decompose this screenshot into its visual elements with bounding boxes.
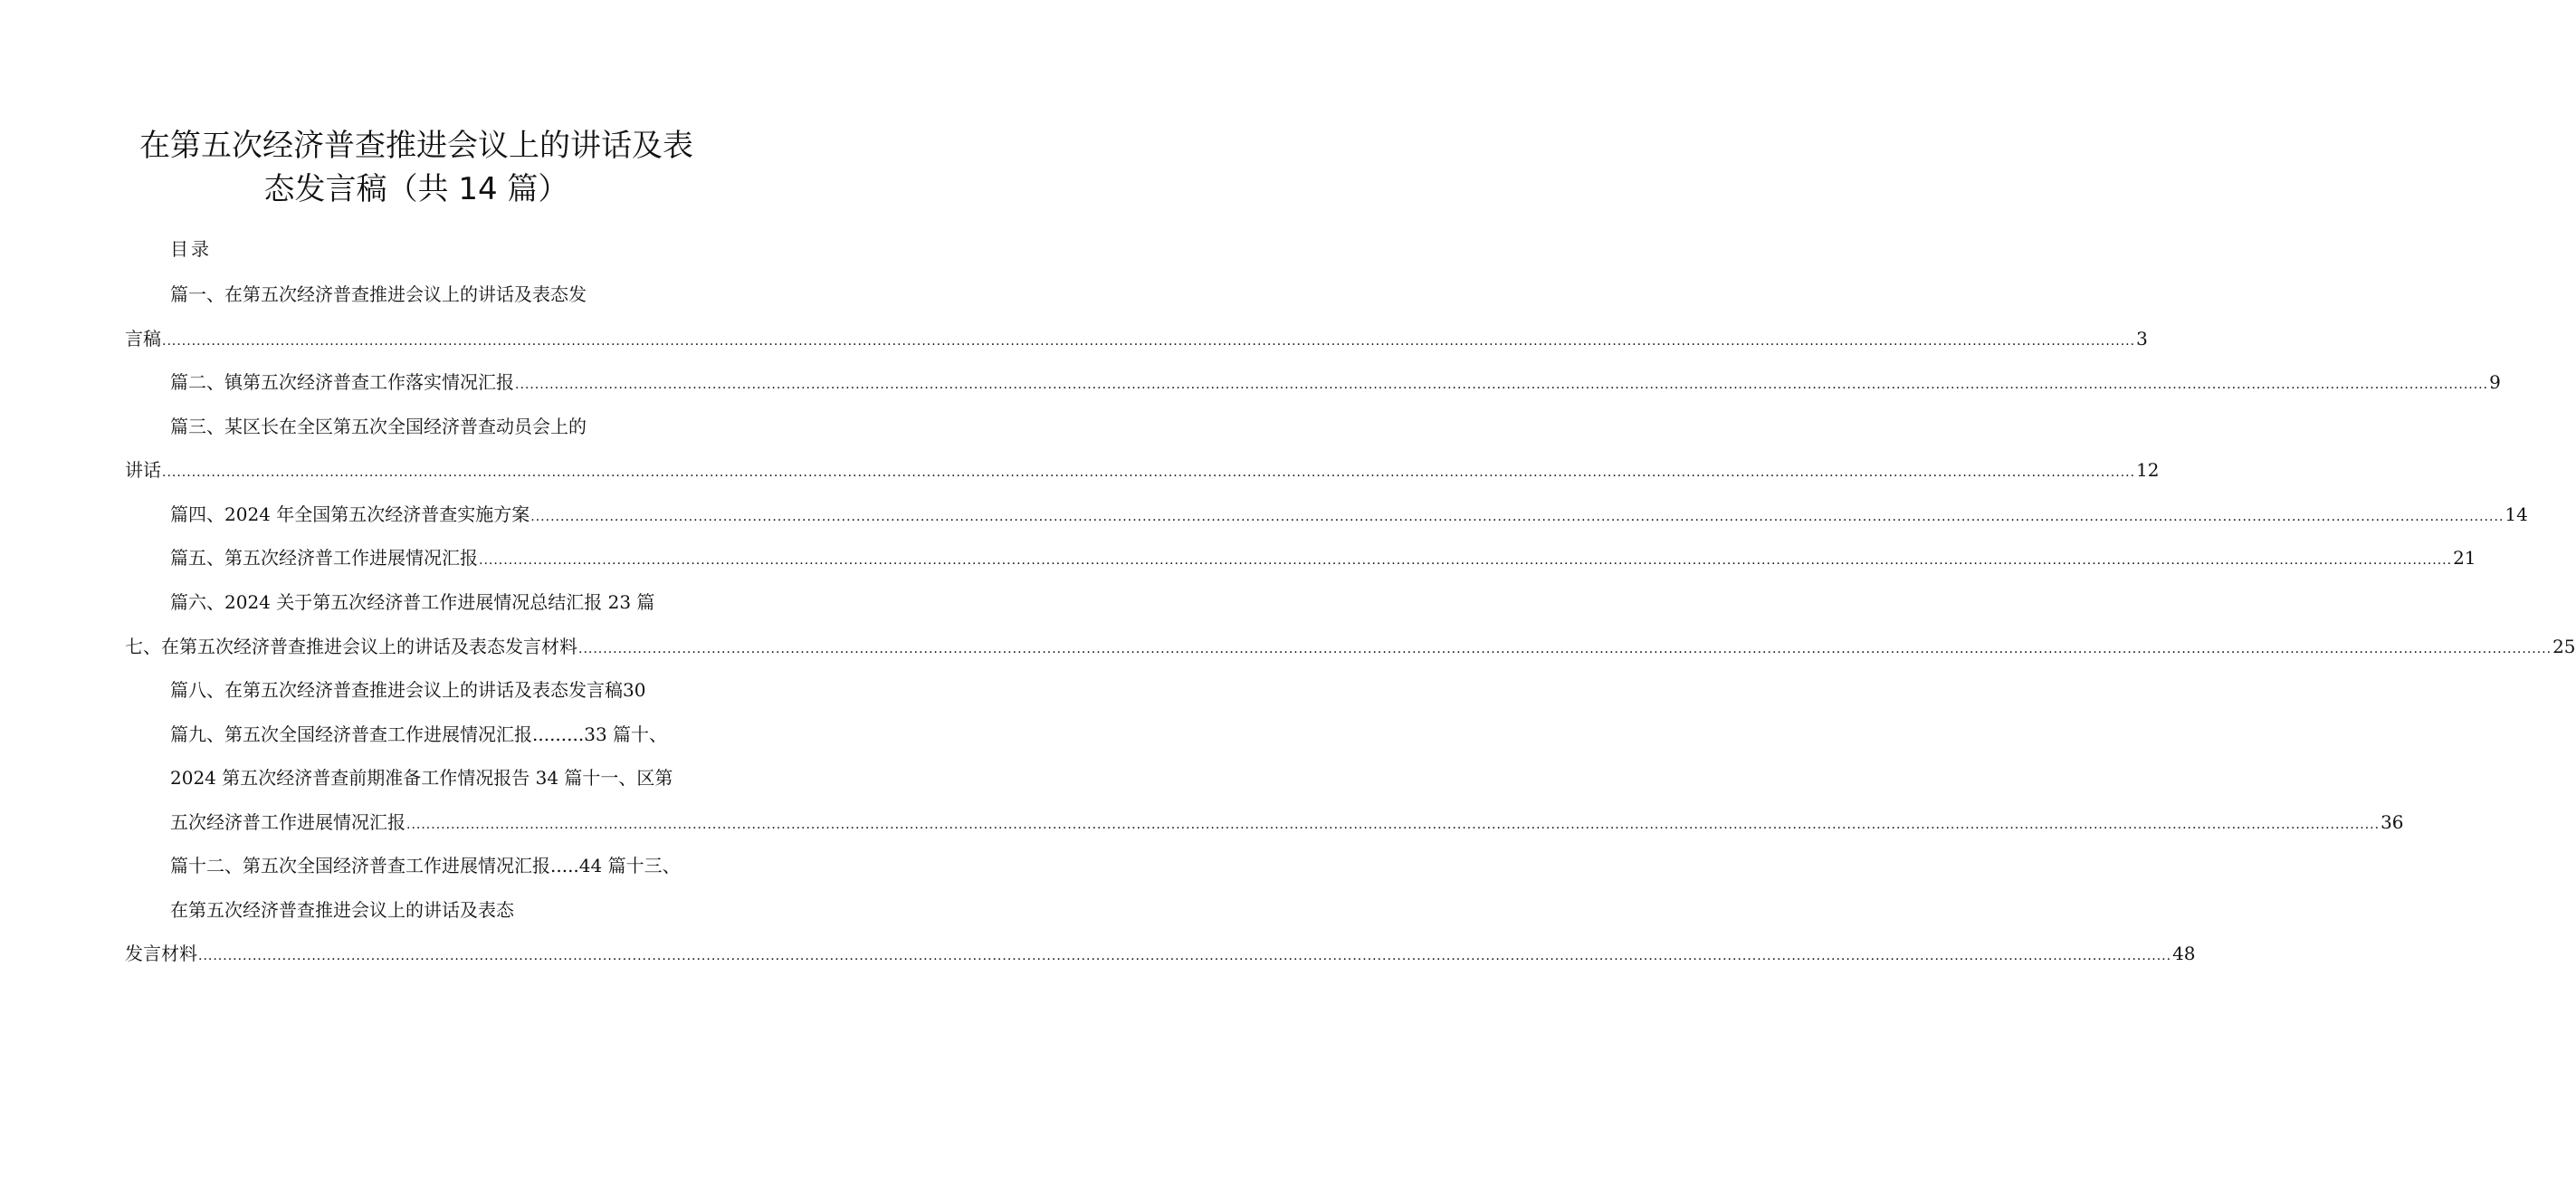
toc-leader-dots: ................................................................................................................................................................................................................................................................................................................................................................................................................ <box>515 378 2489 392</box>
toc-entry-text: 2024 第五次经济普查前期准备工作情况报告 34 篇十一、区第 <box>170 767 673 789</box>
toc-entry <box>125 324 2148 353</box>
toc-entry-text: 篇四、2024 年全国第五次经济普查实施方案 <box>170 503 530 525</box>
toc-entry <box>125 939 2196 968</box>
toc-entry-text: 篇六、2024 关于第五次经济普工作进展情况总结汇报 23 篇 <box>170 591 655 613</box>
toc-entry <box>170 412 587 441</box>
toc-leader-dots: ................................................................................................................................................................................................................................................................................................................................................................................................................ <box>406 818 2380 832</box>
toc-entry <box>170 895 514 924</box>
toc-entry-text: 篇三、某区长在全区第五次全国经济普查动员会上的 <box>170 416 587 437</box>
toc-entry <box>170 720 667 749</box>
toc-entry-text: 发言材料 <box>125 943 197 964</box>
toc-entry-text: 篇九、第五次全国经济普查工作进展情况汇报.........33 篇十、 <box>170 723 668 745</box>
toc-page-number: 36 <box>2380 811 2404 833</box>
toc-page-number: 21 <box>2453 547 2476 569</box>
toc-entry <box>125 632 2576 661</box>
toc-entry-text: 讲话 <box>125 459 161 481</box>
toc-entry <box>170 675 645 704</box>
toc-entry <box>170 543 2476 572</box>
toc-entry-text: 五次经济普工作进展情况汇报 <box>170 811 405 833</box>
toc-entry <box>125 455 2160 484</box>
toc-page-number: 25 <box>2552 636 2576 657</box>
toc-leader-dots: ................................................................................................................................................................................................................................................................................................................................................................................................................ <box>578 642 2552 656</box>
toc-entry-text: 篇八、在第五次经济普查推进会议上的讲话及表态发言稿30 <box>170 679 646 701</box>
toc-entry <box>170 280 587 309</box>
toc-entry-text: 篇十二、第五次全国经济普查工作进展情况汇报.....44 篇十三、 <box>170 855 681 876</box>
toc-page-number: 3 <box>2136 328 2148 350</box>
toc-leader-dots: ................................................................................................................................................................................................................................................................................................................................................................................................................ <box>530 510 2504 524</box>
toc-heading: 目录 <box>170 238 212 260</box>
toc-entry-text: 在第五次经济普查推进会议上的讲话及表态 <box>170 899 514 921</box>
toc-page-number: 12 <box>2136 459 2160 481</box>
document-title-line-1: 在第五次经济普查推进会议上的讲话及表 <box>139 128 693 164</box>
toc-entry-text: 篇二、镇第五次经济普查工作落实情况汇报 <box>170 371 514 393</box>
toc-leader-dots: ................................................................................................................................................................................................................................................................................................................................................................................................................ <box>479 553 2453 568</box>
toc-entry-text: 七、在第五次经济普查推进会议上的讲话及表态发言材料 <box>125 636 577 657</box>
toc-page-number: 9 <box>2489 371 2501 393</box>
toc-entry <box>170 368 2501 397</box>
toc-entry <box>170 500 2528 529</box>
toc-entry <box>170 763 673 792</box>
toc-entry-text: 篇一、在第五次经济普查推进会议上的讲话及表态发 <box>170 283 587 305</box>
toc-entry-text: 言稿 <box>125 328 161 350</box>
document-title-line-2: 态发言稿（共 14 篇） <box>263 171 569 207</box>
toc-entry <box>170 588 654 617</box>
toc-leader-dots: ................................................................................................................................................................................................................................................................................................................................................................................................................ <box>198 949 2172 963</box>
toc-page-number: 14 <box>2504 503 2528 525</box>
toc-entry <box>170 851 681 880</box>
toc-entry <box>170 808 2404 837</box>
toc-leader-dots: ................................................................................................................................................................................................................................................................................................................................................................................................................ <box>162 334 2136 349</box>
toc-leader-dots: ................................................................................................................................................................................................................................................................................................................................................................................................................ <box>162 465 2136 480</box>
toc-entry-text: 篇五、第五次经济普工作进展情况汇报 <box>170 547 478 569</box>
toc-page-number: 48 <box>2172 943 2196 964</box>
